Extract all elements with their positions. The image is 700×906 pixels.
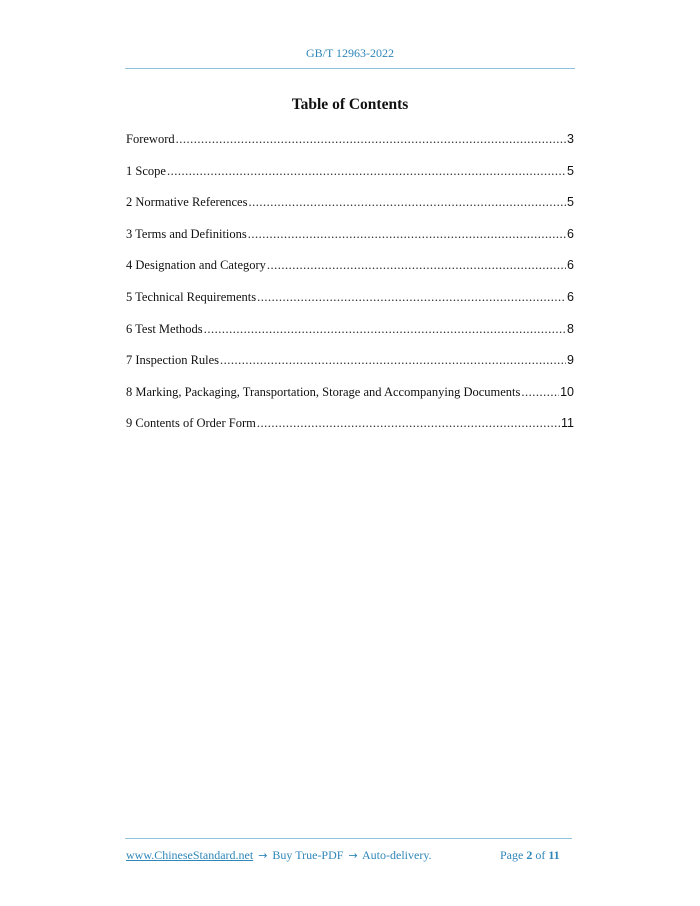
page-word: Page: [500, 848, 524, 862]
toc-entry-label: 6 Test Methods: [126, 321, 203, 336]
toc-list: [126, 132, 574, 448]
toc-dot-leader: [248, 195, 566, 210]
toc-entry-scope[interactable]: [126, 164, 574, 196]
toc-dot-leader: [248, 227, 566, 242]
toc-entry-label: 7 Inspection Rules: [126, 353, 220, 368]
toc-entry-terms-and-definitions[interactable]: [126, 227, 574, 259]
toc-entry-label: 4 Designation and Category: [126, 258, 266, 273]
toc-entry-page: 5: [567, 195, 574, 210]
toc-dot-leader: [176, 132, 566, 147]
toc-entry-label: 8 Marking, Packaging, Transportation, Storage and Accompanying Documents: [126, 384, 521, 399]
toc-dot-leader: [220, 353, 566, 368]
toc-dot-leader: [167, 164, 566, 179]
running-header: GB/T 12963-2022: [305, 46, 395, 60]
header-divider: [125, 68, 575, 69]
toc-entry-page: 11: [561, 416, 574, 431]
toc-dot-leader: [521, 385, 559, 400]
toc-dot-leader: [257, 416, 560, 431]
toc-entry-technical-requirements[interactable]: [126, 290, 574, 322]
footer-divider: [125, 838, 572, 839]
toc-entry-label: 1 Scope: [126, 163, 166, 178]
toc-entry-designation-and-category[interactable]: [126, 258, 574, 290]
toc-entry-page: 8: [567, 321, 574, 336]
auto-delivery-text: Auto-delivery.: [362, 848, 432, 862]
toc-title: Table of Contents: [291, 96, 409, 113]
toc-entry-test-methods[interactable]: [126, 322, 574, 354]
toc-entry-label: 5 Technical Requirements: [126, 289, 257, 304]
of-word: of: [535, 848, 546, 862]
toc-entry-label: 9 Contents of Order Form: [126, 416, 256, 431]
toc-dot-leader: [267, 258, 566, 273]
page-indicator: [500, 848, 560, 863]
toc-entry-label: Foreword: [126, 132, 175, 146]
toc-entry-page: 10: [560, 384, 574, 399]
current-page-number: 2: [526, 848, 533, 862]
toc-entry-inspection-rules[interactable]: [126, 353, 574, 385]
footer-promo: [126, 848, 432, 863]
toc-dot-leader: [204, 322, 566, 337]
toc-entry-label: 2 Normative References: [126, 195, 248, 210]
toc-entry-page: 6: [567, 289, 574, 304]
toc-entry-label: 3 Terms and Definitions: [126, 226, 247, 241]
toc-entry-page: 9: [567, 353, 574, 368]
toc-entry-normative-references[interactable]: [126, 195, 574, 227]
website-link[interactable]: www.ChineseStandard.net: [126, 848, 254, 862]
total-pages-number: 11: [548, 848, 560, 862]
toc-entry-foreword[interactable]: [126, 132, 574, 164]
toc-entry-marking-packaging[interactable]: [126, 385, 574, 417]
toc-entry-page: 5: [567, 163, 574, 178]
arrow-right-icon: →: [348, 849, 358, 862]
buy-pdf-text: Buy True-PDF: [272, 848, 344, 862]
toc-entry-page: 6: [567, 258, 574, 273]
toc-entry-page: 6: [567, 226, 574, 241]
toc-entry-order-form[interactable]: [126, 416, 574, 448]
toc-dot-leader: [257, 290, 566, 305]
toc-entry-page: 3: [567, 132, 574, 146]
arrow-right-icon: →: [258, 849, 268, 862]
